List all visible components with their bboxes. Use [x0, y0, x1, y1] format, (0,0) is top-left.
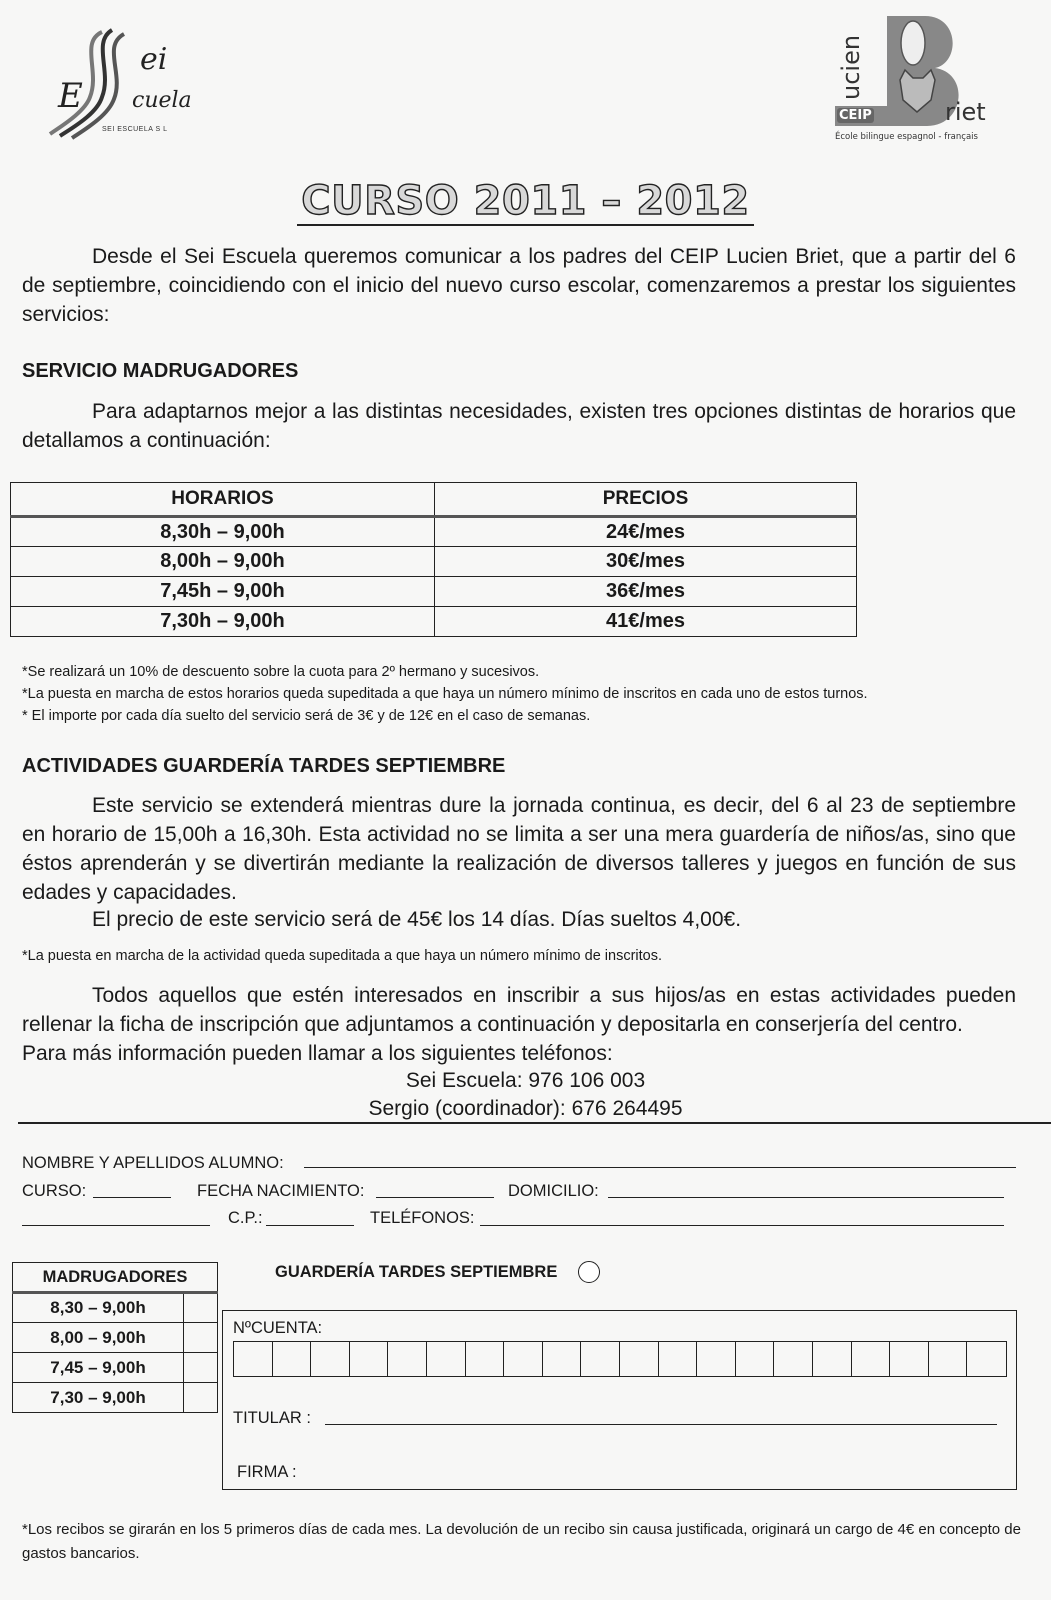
note-discount: *Se realizará un 10% de descuento sobre la cuota para 2º hermano y sucesivos.: [22, 664, 540, 680]
price-table: [10, 482, 857, 637]
account-digit-box[interactable]: [813, 1342, 852, 1376]
firma-label: FIRMA :: [237, 1463, 297, 1481]
header-precios: PRECIOS: [435, 483, 857, 517]
account-digit-box[interactable]: [929, 1342, 968, 1376]
horario-cell: 7,45h – 9,00h: [11, 577, 435, 607]
cuenta-label: NºCUENTA:: [233, 1319, 323, 1337]
bank-details-box: [222, 1310, 1017, 1490]
account-digit-box[interactable]: [620, 1342, 659, 1376]
option-label: 7,45 – 9,00h: [13, 1353, 184, 1383]
cp-label: C.P.:: [228, 1209, 263, 1227]
table-row: [11, 547, 857, 577]
titular-label: TITULAR :: [233, 1409, 311, 1427]
intro-paragraph: Desde el Sei Escuela queremos comunicar a los padres del CEIP Lucien Briet, que a partir del 6 de septiembre, coincidiendo con el inicio del nuevo curso escolar, comenzaremos a prestar los siguientes servicios:: [22, 245, 1016, 326]
phone-coordinador: Sergio (coordinador): 676 264495: [368, 1097, 683, 1120]
note-minimum: *La puesta en marcha de estos horarios queda supeditada a que haya un número mínimo de inscritos en cada uno de estos turnos.: [22, 686, 868, 702]
titular-field[interactable]: [325, 1423, 997, 1425]
nombre-label: NOMBRE Y APELLIDOS ALUMNO:: [22, 1154, 284, 1172]
form-divider: [18, 1122, 1051, 1124]
lucien-briet-logo: [835, 8, 1005, 148]
horario-cell: 7,30h – 9,00h: [11, 607, 435, 637]
account-number-grid: [233, 1341, 1007, 1377]
closing-paragraph: Todos aquellos que estén interesados en inscribir a sus hijos/as en estas actividades pueden rellenar la ficha de inscripción que adjuntamos a continuación y depositarla en conserjería del centro.: [22, 984, 1016, 1036]
fecha-label: FECHA NACIMIENTO:: [197, 1182, 365, 1200]
guarderia-price: El precio de este servicio será de 45€ los 14 días. Días sueltos 4,00€.: [92, 908, 742, 931]
logo-word-riet: riet: [945, 98, 986, 126]
cp-field[interactable]: [266, 1224, 354, 1226]
horario-cell: 8,00h – 9,00h: [11, 547, 435, 577]
precio-cell: 24€/mes: [435, 517, 857, 547]
account-digit-box[interactable]: [504, 1342, 543, 1376]
precio-cell: 30€/mes: [435, 547, 857, 577]
madrugadores-paragraph: Para adaptarnos mejor a las distintas necesidades, existen tres opciones distintas de horarios que detallamos a continuación:: [22, 400, 1016, 452]
guarderia-option-label: GUARDERÍA TARDES SEPTIEMBRE: [275, 1263, 558, 1281]
price-table-header: [11, 483, 857, 517]
account-digit-box[interactable]: [852, 1342, 891, 1376]
account-digit-box[interactable]: [273, 1342, 312, 1376]
precio-cell: 36€/mes: [435, 577, 857, 607]
guarderia-paragraph: Este servicio se extenderá mientras dure la jornada continua, es decir, del 6 al 23 de septiembre en horario de 15,00h a 16,30h. Esta actividad no se limita a ser una mera guardería de niños/as, sino que éstos aprenderán y se divertirán mediante la realización de diversos talleres y juegos en función de sus edades y capacidades.: [22, 794, 1016, 904]
option-label: 8,30 – 9,00h: [13, 1293, 184, 1323]
telefonos-field[interactable]: [480, 1224, 1004, 1226]
domicilio-field[interactable]: [608, 1196, 1004, 1198]
guarderia-radio[interactable]: [578, 1261, 600, 1283]
logo-word-cuela: cuela: [132, 88, 192, 113]
option-label: 8,00 – 9,00h: [13, 1323, 184, 1353]
madrugadores-selection-table: [12, 1262, 218, 1413]
option-checkbox[interactable]: [184, 1323, 218, 1353]
note-daily-price: * El importe por cada día suelto del servicio será de 3€ y de 12€ en el caso de semanas.: [22, 708, 591, 724]
precio-cell: 41€/mes: [435, 607, 857, 637]
account-digit-box[interactable]: [234, 1342, 273, 1376]
table-row: [13, 1293, 218, 1323]
logo-tagline: École bilingue espagnol - français: [835, 132, 978, 142]
account-digit-box[interactable]: [311, 1342, 350, 1376]
table-row: [11, 577, 857, 607]
option-checkbox[interactable]: [184, 1383, 218, 1413]
account-digit-box[interactable]: [581, 1342, 620, 1376]
nombre-field[interactable]: [304, 1166, 1016, 1168]
account-digit-box[interactable]: [427, 1342, 466, 1376]
guarderia-heading: ACTIVIDADES GUARDERÍA TARDES SEPTIEMBRE: [22, 755, 506, 777]
account-digit-box[interactable]: [466, 1342, 505, 1376]
account-digit-box[interactable]: [890, 1342, 929, 1376]
logo-ceip-badge: CEIP: [839, 108, 872, 123]
logo-word-ei: ei: [140, 42, 168, 77]
account-digit-box[interactable]: [736, 1342, 775, 1376]
logo-small-text: SEI ESCUELA S L: [102, 126, 168, 133]
account-digit-box[interactable]: [350, 1342, 389, 1376]
option-checkbox[interactable]: [184, 1353, 218, 1383]
footer-note: *Los recibos se girarán en los 5 primeros días de cada mes. La devolución de un recibo sin causa justificada, originará un cargo de 4€ en concepto de gastos bancarios.: [22, 1521, 1021, 1562]
option-label: 7,30 – 9,00h: [13, 1383, 184, 1413]
option-checkbox[interactable]: [184, 1293, 218, 1323]
sei-escuela-logo: [40, 22, 210, 142]
domicilio-label: DOMICILIO:: [508, 1182, 599, 1200]
madrugadores-selection-header: MADRUGADORES: [13, 1263, 218, 1293]
table-row: [13, 1383, 218, 1413]
guarderia-note: *La puesta en marcha de la actividad queda supeditada a que haya un número mínimo de inscritos.: [22, 948, 663, 964]
account-digit-box[interactable]: [659, 1342, 698, 1376]
phone-sei-escuela: Sei Escuela: 976 106 003: [405, 1069, 646, 1092]
account-digit-box[interactable]: [543, 1342, 582, 1376]
madrugadores-heading: SERVICIO MADRUGADORES: [22, 360, 299, 382]
horario-cell: 8,30h – 9,00h: [11, 517, 435, 547]
header-horarios: HORARIOS: [11, 483, 435, 517]
info-line: Para más información pueden llamar a los siguientes teléfonos:: [22, 1042, 613, 1065]
table-row: [11, 607, 857, 637]
account-digit-box[interactable]: [967, 1342, 1006, 1376]
table-row: [13, 1323, 218, 1353]
account-digit-box[interactable]: [697, 1342, 736, 1376]
table-row: [13, 1353, 218, 1383]
madrugadores-notes: [22, 661, 1032, 727]
fecha-nacimiento-field[interactable]: [376, 1196, 494, 1198]
page-title: CURSO 2011 – 2012: [0, 178, 1051, 224]
account-digit-box[interactable]: [388, 1342, 427, 1376]
curso-label: CURSO:: [22, 1182, 87, 1200]
account-digit-box[interactable]: [774, 1342, 813, 1376]
logo-word-ucien: ucien: [837, 34, 865, 100]
telefonos-label: TELÉFONOS:: [370, 1209, 475, 1227]
logo-initial-e: E: [58, 76, 83, 116]
domicilio-continued-field[interactable]: [22, 1224, 210, 1226]
table-row: [11, 517, 857, 547]
curso-field[interactable]: [93, 1196, 171, 1198]
